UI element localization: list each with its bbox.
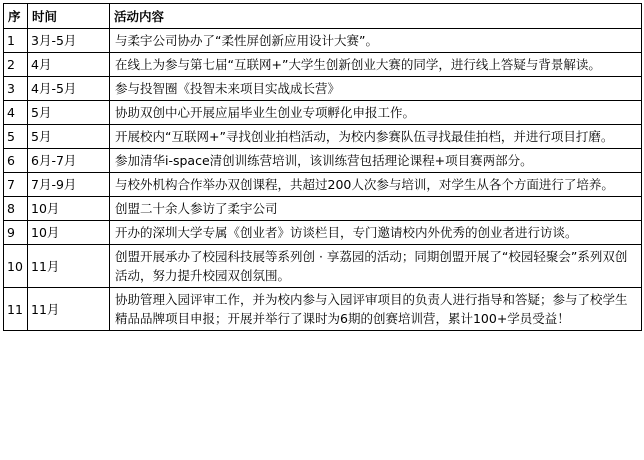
table-row [4,29,642,53]
row-activity: 与校外机构合作举办双创课程，共超过200人次参与培训，对学生从各个方面进行了培养。 [110,173,642,197]
row-time: 10月 [28,221,110,245]
row-time: 11月 [28,288,110,331]
table-row [4,173,642,197]
row-time: 4月-5月 [28,77,110,101]
row-time: 4月 [28,53,110,77]
row-activity: 创盟开展承办了校园科技展等系列创 · 享荔园的活动；同期创盟开展了“校园轻聚会”系列双创活动，努力提升校园双创氛围。 [110,245,642,288]
table-row [4,53,642,77]
row-activity: 在线上为参与第七届“互联网+”大学生创新创业大赛的同学，进行线上答疑与背景解读。 [110,53,642,77]
row-activity: 参加清华i-space清创训练营培训，该训练营包括理论课程+项目赛两部分。 [110,149,642,173]
row-time: 10月 [28,197,110,221]
row-activity: 开展校内“互联网+”寻找创业拍档活动，为校内参赛队伍寻找最佳拍档，并进行项目打磨。 [110,125,642,149]
table-row [4,221,642,245]
row-activity: 协助管理入园评审工作，并为校内参与入园评审项目的负责人进行指导和答疑；参与了校学生精品品牌项目申报；开展并举行了课时为6期的创赛培训营，累计100+学员受益！ [110,288,642,331]
row-activity: 创盟二十余人参访了柔宇公司 [110,197,642,221]
table-row [4,77,642,101]
table-row [4,101,642,125]
row-activity: 与柔宇公司协办了“柔性屏创新应用设计大赛”。 [110,29,642,53]
table-row [4,245,642,288]
row-index: 11 [4,288,28,331]
row-index: 8 [4,197,28,221]
table-header-row [4,4,642,29]
row-index: 1 [4,29,28,53]
row-index: 2 [4,53,28,77]
row-activity: 开办的深圳大学专属《创业者》访谈栏目，专门邀请校内外优秀的创业者进行访谈。 [110,221,642,245]
row-index: 3 [4,77,28,101]
table-row [4,197,642,221]
row-index: 10 [4,245,28,288]
table-row [4,149,642,173]
row-time: 7月-9月 [28,173,110,197]
table-row [4,288,642,331]
row-activity: 参与投智圈《投智未来项目实战成长营》 [110,77,642,101]
row-time: 5月 [28,101,110,125]
table-row [4,125,642,149]
row-time: 5月 [28,125,110,149]
header-activity: 活动内容 [110,4,642,29]
row-time: 6月-7月 [28,149,110,173]
header-index: 序 [4,4,28,29]
row-index: 6 [4,149,28,173]
row-time: 11月 [28,245,110,288]
row-index: 9 [4,221,28,245]
row-index: 4 [4,101,28,125]
row-time: 3月-5月 [28,29,110,53]
activity-table [3,3,642,331]
row-index: 7 [4,173,28,197]
header-time: 时间 [28,4,110,29]
row-index: 5 [4,125,28,149]
row-activity: 协助双创中心开展应届毕业生创业专项孵化申报工作。 [110,101,642,125]
